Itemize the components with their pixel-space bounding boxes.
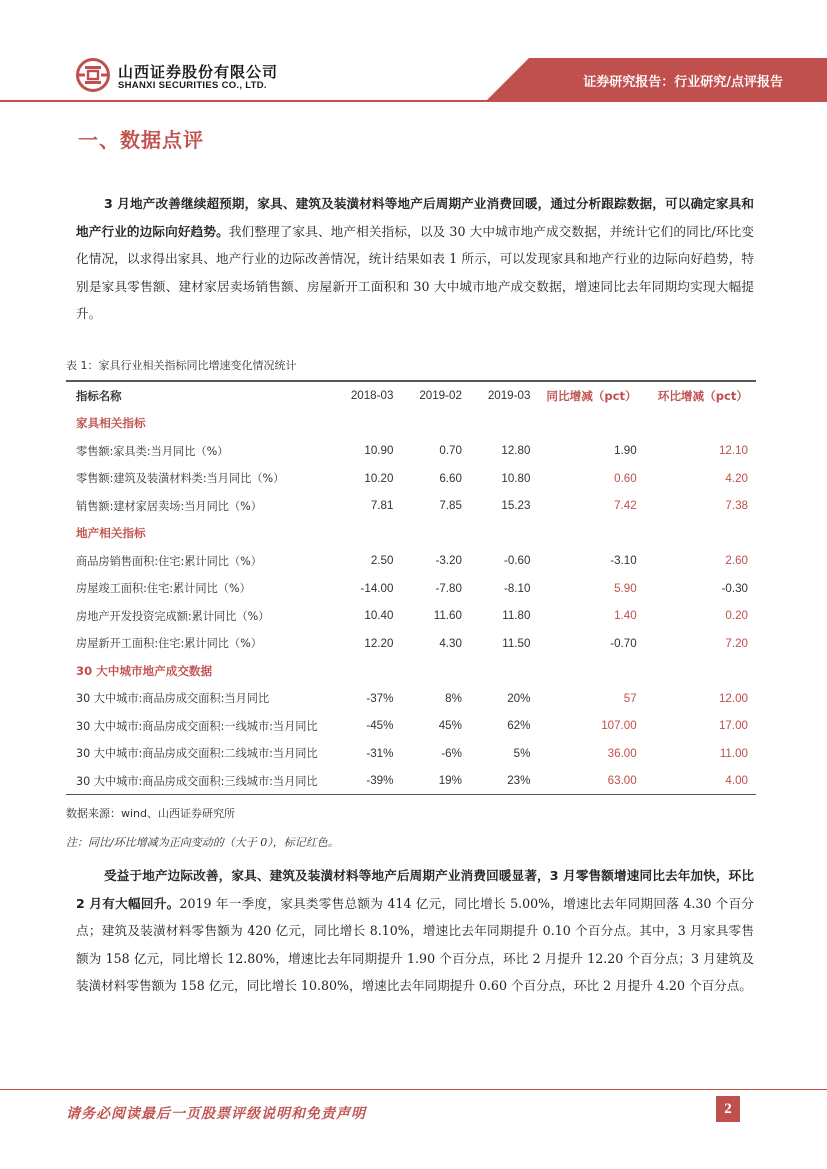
table-cell-value: 45%: [438, 719, 462, 733]
table-cell-value: -0.70: [610, 636, 637, 650]
table-cell-value: 4.30: [439, 636, 462, 650]
table-group-title: 家具相关指标: [76, 416, 146, 431]
company-name-en: SHANXI SECURITIES CO., LTD.: [118, 80, 267, 91]
table-row: [66, 492, 756, 520]
table-cell-value: 36.00: [607, 746, 637, 760]
table-caption: 表 1：家具行业相关指标同比增速变化情况统计: [66, 359, 297, 372]
table-cell-value: -31%: [366, 746, 394, 760]
table-cell-value: 17.00: [718, 719, 748, 733]
table-cell-name: 30 大中城市:商品房成交面积:当月同比: [76, 692, 270, 706]
table-cell-value: 7.42: [614, 499, 637, 513]
page-number: 2: [716, 1096, 740, 1122]
footer-disclaimer: 请务必阅读最后一页股票评级说明和免责声明: [66, 1106, 366, 1122]
table-group-row: [66, 657, 756, 685]
table-cell-value: 11.80: [502, 609, 531, 623]
table-cell-value: 12.00: [718, 691, 748, 705]
table-group-title: 30 大中城市地产成交数据: [76, 663, 213, 678]
table-cell-value: 5%: [513, 746, 531, 760]
header-2018-03: 2018-03: [350, 389, 394, 403]
table-cell-name: 房屋新开工面积:住宅:累计同比（%）: [76, 637, 262, 651]
table-cell-value: 2.60: [725, 554, 748, 568]
table-cell-value: 10.40: [364, 609, 394, 623]
table-row: [66, 767, 756, 795]
table-cell-value: 15.23: [501, 499, 531, 513]
table-cell-value: 4.00: [725, 774, 748, 788]
table-cell-value: 62%: [507, 719, 531, 733]
table-group-title: 地产相关指标: [76, 526, 146, 541]
table-bottom-rule: [66, 794, 756, 795]
table-cell-value: 8%: [445, 691, 462, 705]
table-cell-value: 57: [623, 691, 637, 705]
table-cell-value: 1.90: [614, 444, 637, 458]
table-cell-value: 12.10: [718, 444, 748, 458]
section-title: 一、数据点评: [78, 128, 204, 152]
header-divider: [0, 100, 827, 102]
table-cell-value: 23%: [507, 774, 531, 788]
table-cell-value: -6%: [441, 746, 462, 760]
table-row: [66, 575, 756, 603]
table-cell-value: 7.20: [725, 636, 748, 650]
paragraph-intro-lead: 3 月地产改善继续超预期，家具、建筑及装潢材料等地产后周期产业消费回暖，通过分析跟踪数据，可以确定家具和地产行业的边际向好趋势。: [76, 196, 754, 239]
table-cell-value: -45%: [366, 719, 394, 733]
table-cell-value: 7.38: [725, 499, 748, 513]
header-mom-change: 环比增减（pct）: [657, 388, 748, 403]
table-group-row: [66, 520, 756, 548]
table-row: [66, 547, 756, 575]
table-row: [66, 630, 756, 658]
paragraph-retail-lead: 受益于地产边际改善，家具、建筑及装潢材料等地产后周期产业消费回暖显著，3 月零售额增速同比去年加快，环比 2 月有大幅回升。: [76, 868, 754, 911]
table-cell-value: 7.81: [370, 499, 394, 513]
table-cell-name: 30 大中城市:商品房成交面积:三线城市:当月同比: [76, 774, 318, 788]
company-logo: [76, 56, 306, 96]
table-cell-value: -8.10: [503, 581, 531, 595]
table-cell-value: 0.20: [725, 609, 748, 623]
report-type-label: 证券研究报告：行业研究/点评报告: [583, 75, 783, 90]
page-header: [0, 0, 827, 108]
table-cell-value: 6.60: [439, 471, 462, 485]
table-note: 注：同比/环比增减为正向变动的（大于 0），标记红色。: [66, 836, 339, 849]
table-cell-name: 房屋竣工面积:住宅:累计同比（%）: [76, 582, 251, 596]
table-cell-value: 10.80: [501, 471, 531, 485]
table-cell-value: 4.20: [725, 471, 748, 485]
table-cell-value: -37%: [366, 691, 394, 705]
paragraph-retail: [76, 862, 754, 1000]
table-cell-value: 5.90: [614, 581, 637, 595]
header-indicator-name: 指标名称: [76, 388, 122, 403]
company-logo-icon: [76, 58, 110, 92]
table-cell-name: 零售额:建筑及装潢材料类:当月同比（%）: [76, 472, 285, 486]
table-cell-value: -7.80: [435, 581, 462, 595]
table-row: [66, 712, 756, 740]
table-cell-value: -0.60: [503, 554, 531, 568]
table-cell-value: 11.00: [719, 746, 748, 760]
table-row: [66, 740, 756, 768]
table-row: [66, 685, 756, 713]
table-row: [66, 465, 756, 493]
table-cell-value: 10.90: [364, 444, 394, 458]
table-cell-value: -0.30: [721, 581, 748, 595]
table-cell-value: -39%: [366, 774, 394, 788]
table-cell-value: -14.00: [360, 581, 394, 595]
company-name-cn: 山西证券股份有限公司: [118, 63, 279, 81]
table-cell-value: 12.20: [364, 636, 394, 650]
table-cell-value: 19%: [438, 774, 462, 788]
table-header-row: [66, 382, 756, 410]
table-cell-name: 房地产开发投资完成额:累计同比（%）: [76, 609, 270, 623]
indicator-table: [66, 382, 756, 795]
table-cell-value: 12.80: [501, 444, 531, 458]
table-cell-value: 107.00: [601, 719, 637, 733]
table-cell-value: 2.50: [370, 554, 394, 568]
table-cell-name: 30 大中城市:商品房成交面积:二线城市:当月同比: [76, 747, 318, 761]
table-body: [66, 410, 756, 795]
table-group-row: [66, 410, 756, 438]
table-cell-value: 1.40: [614, 609, 637, 623]
table-source: 数据来源：wind、山西证券研究所: [66, 807, 236, 820]
header-2019-02: 2019-02: [419, 389, 462, 403]
table-cell-value: 63.00: [607, 774, 637, 788]
table-row: [66, 437, 756, 465]
paragraph-intro: [76, 190, 754, 328]
footer-divider: [0, 1089, 827, 1090]
header-yoy-change: 同比增减（pct）: [546, 388, 637, 403]
table-cell-name: 销售额:建材家居卖场:当月同比（%）: [76, 499, 262, 513]
table-cell-name: 30 大中城市:商品房成交面积:一线城市:当月同比: [76, 719, 318, 733]
table-cell-value: 10.20: [364, 471, 394, 485]
header-2019-03: 2019-03: [487, 389, 531, 403]
table-cell-value: 0.70: [439, 444, 462, 458]
table-cell-value: 20%: [507, 691, 531, 705]
table-cell-value: 7.85: [439, 499, 462, 513]
table-cell-value: -3.20: [435, 554, 462, 568]
table-row: [66, 602, 756, 630]
paragraph-intro-body: 我们整理了家具、地产相关指标，以及 30 大中城市地产成交数据，并统计它们的同比/环比变化情况，以求得出家具、地产行业的边际改善情况，统计结果如表 1 所示，可以发现家具和地产行业的边际向好趋势，特别是家具零售额、建材家居卖场销售额、房屋新开工面积和 30 大中城市地产成交数据，增速同比去年同期均实现大幅提升。: [76, 223, 754, 322]
table-cell-value: -3.10: [610, 554, 637, 568]
table-cell-value: 0.60: [614, 471, 637, 485]
table-cell-value: 11.60: [433, 609, 462, 623]
table-cell-name: 商品房销售面积:住宅:累计同比（%）: [76, 554, 262, 568]
table-cell-value: 11.50: [502, 636, 531, 650]
table-cell-name: 零售额:家具类:当月同比（%）: [76, 444, 229, 458]
paragraph-retail-body: 2019 年一季度，家具类零售总额为 414 亿元，同比增长 5.00%，增速比去年同期回落 4.30 个百分点；建筑及装潢材料零售额为 420 亿元，同比增长 8.10%，增速比去年同期提升 0.10 个百分点。其中，3 月家具零售额为 158 亿元，同比增长 12.80%，增速比去年同期提升 1.90 个百分点，环比 2 月提升 12.20 个百分点；3 月建筑及装潢材料零售额为 158 亿元，同比增长 10.80%，增速比去年同期提升 0.60 个百分点，环比 2 月提升 4.20 个百分点。: [76, 895, 754, 994]
